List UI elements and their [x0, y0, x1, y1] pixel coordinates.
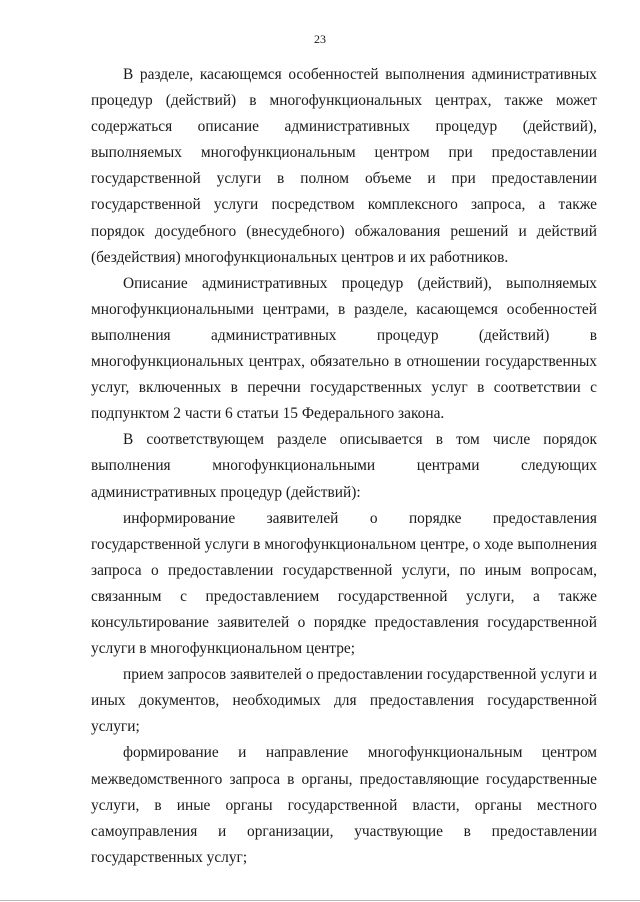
document-body	[91, 62, 597, 871]
scan-edge-divider	[0, 900, 640, 901]
paragraph-receiving-requests: прием запросов заявителей о предоставлении государственной услуги и иных документов, необходимых для предоставления государственной услуги;	[91, 666, 597, 736]
paragraph-informing-applicants: информирование заявителей о порядке предоставления государственной услуги в многофункциональном центре, о ходе выполнения запроса о предоставлении государственной услуги, по иным вопросам, связанным с предоставлением государственной услуги, а также консультирование заявителей о порядке предоставления государственной услуги в многофункциональном центре;	[91, 509, 597, 658]
page-number: 23	[314, 32, 326, 46]
paragraph-mfc-section-description: В разделе, касающемся особенностей выполнения административных процедур (действий) в многофункциональных центрах, также может содержаться описание административных процедур (действий), выполняемых многофункциональным центром при предоставлении государственной услуги в полном объеме и при предоставлении государственной услуги посредством комплексного запроса, а также порядок досудебного (внесудебного) обжалования решений и действий (бездействия) многофункциональных центров и их работников.	[91, 66, 597, 266]
paragraph-mandatory-description: Описание административных процедур (действий), выполняемых многофункциональными центрами, в разделе, касающемся особенностей выполнения административных процедур (действий) в многофункциональных центрах, обязательно в отношении государственных услуг, включенных в перечни государственных услуг в соответствии с подпунктом 2 части 6 статьи 15 Федерального закона.	[91, 274, 597, 423]
paragraph-procedures-intro: В соответствующем разделе описывается в том числе порядок выполнения многофункциональными центрами следующих административных процедур (действий):	[91, 431, 597, 501]
paragraph-interagency-requests: формирование и направление многофункциональным центром межведомственного запроса в органы, предоставляющие государственные услуги, в иные органы государственной власти, органы местного самоуправления и организации, участвующие в предоставлении государственных услуг;	[91, 744, 597, 866]
